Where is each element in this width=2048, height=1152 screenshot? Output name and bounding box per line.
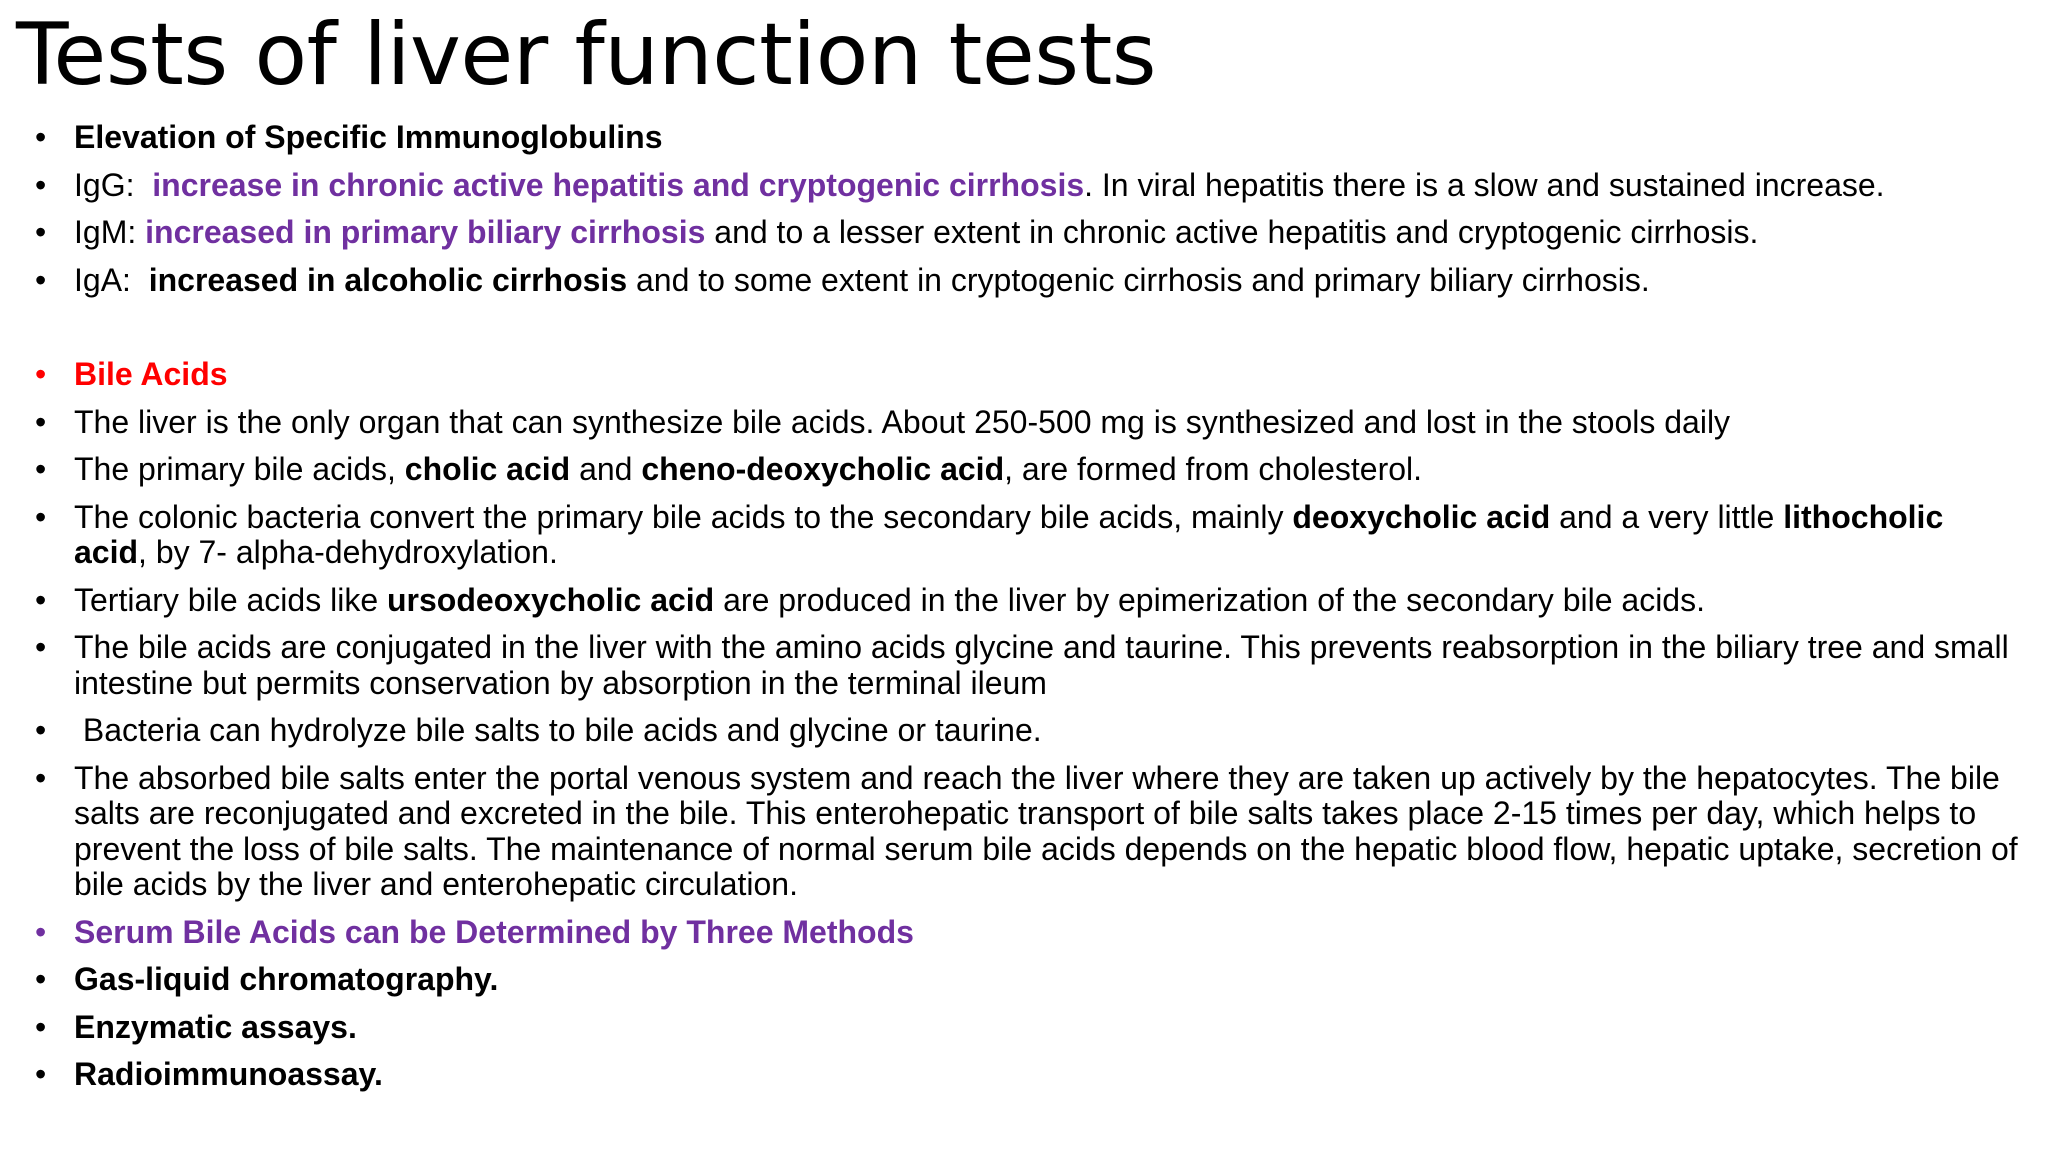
iga-label: IgA: xyxy=(74,261,131,298)
list-item-synthesis xyxy=(30,405,2020,441)
bile-acids-heading: Bile Acids xyxy=(74,356,228,392)
bullet-dot-icon: • xyxy=(35,1056,47,1092)
bullet-dot-icon: • xyxy=(35,913,47,950)
list-spacer xyxy=(30,310,2020,357)
list-item-tertiary xyxy=(30,583,2020,619)
igg-text: . In viral hepatitis there is a slow and sustained increase. xyxy=(1084,166,1885,203)
igm-text: and to a lesser extent in chronic active hepatitis and cryptogenic cirrhosis. xyxy=(714,214,1759,250)
hydrolyze-text: Bacteria can hydrolyze bile salts to bile acids and glycine or taurine. xyxy=(82,712,1042,748)
list-item-absorbed xyxy=(30,761,2020,903)
list-item-method-2 xyxy=(30,1010,2020,1046)
iga-highlight: increased in alcoholic cirrhosis xyxy=(148,261,628,298)
bullet-dot-icon: • xyxy=(35,961,47,997)
list-item-method-1 xyxy=(30,962,2020,998)
bullet-dot-icon: • xyxy=(35,581,47,618)
bullet-dot-icon: • xyxy=(35,166,47,203)
lithocholic-acid-term: lithocholic acid xyxy=(74,498,1944,570)
bullet-dot-icon: • xyxy=(35,214,47,250)
method-enzymatic: Enzymatic assays. xyxy=(74,1008,357,1045)
ursodeoxycholic-acid-term: ursodeoxycholic acid xyxy=(387,581,715,618)
tertiary-text-1: Tertiary bile acids like xyxy=(74,581,379,618)
colonic-text-1: The colonic bacteria convert the primary bile acids to the secondary bile acids, mainly xyxy=(74,498,1284,535)
list-item-method-3 xyxy=(30,1057,2020,1093)
immunoglobulin-heading: Elevation of Specific Immunoglobulins xyxy=(74,119,663,155)
igm-highlight: increased in primary biliary cirrhosis xyxy=(145,214,706,250)
list-item-immuno-heading xyxy=(30,120,2020,156)
iga-text: and to some extent in cryptogenic cirrhosis and primary biliary cirrhosis. xyxy=(636,261,1650,298)
list-item-igm xyxy=(30,215,2020,251)
bullet-dot-icon: • xyxy=(35,629,47,665)
list-item-bile-heading xyxy=(30,357,2020,393)
colonic-text-2: and a very little xyxy=(1559,498,1775,535)
list-item-primary xyxy=(30,452,2020,488)
slide-title: Tests of liver function tests xyxy=(16,5,1157,105)
bullet-dot-icon: • xyxy=(35,498,47,535)
primary-text-1: The primary bile acids, xyxy=(74,451,396,487)
igm-label: IgM: xyxy=(74,214,137,250)
absorbed-text: The absorbed bile salts enter the portal venous system and reach the liver where they are taken up actively by the hepatocytes. The bile salts are reconjugated and excreted in the bile. This enterohepatic transport of bile salts takes place 2-15 times per day, which helps to prevent the loss of bile salts. The maintenance of normal serum bile acids depends on the hepatic blood flow, hepatic uptake, secretion of bile acids by the liver and enterohepatic circulation. xyxy=(74,759,2018,902)
cholic-acid-term: cholic acid xyxy=(404,451,571,487)
bullet-dot-icon: • xyxy=(35,451,47,487)
conjugation-text: The bile acids are conjugated in the liver with the amino acids glycine and taurine. This prevents reabsorption in the biliary tree and small intestine but permits conservation by absorption in the terminal ileum xyxy=(74,629,2009,701)
list-item-conjugation xyxy=(30,630,2020,701)
tertiary-text-2: are produced in the liver by epimerization of the secondary bile acids. xyxy=(723,581,1705,618)
list-item-hydrolyze xyxy=(30,713,2020,749)
list-item-methods-heading xyxy=(30,915,2020,951)
bullet-dot-icon: • xyxy=(35,1008,47,1045)
bullet-dot-icon: • xyxy=(35,712,47,748)
deoxycholic-acid-term: deoxycholic acid xyxy=(1292,498,1551,535)
method-gas-liquid: Gas-liquid chromatography. xyxy=(74,961,499,997)
colonic-text-3: , by 7- alpha-dehydroxylation. xyxy=(138,534,558,570)
list-item-igg xyxy=(30,168,2020,204)
igg-label: IgG: xyxy=(74,166,135,203)
synthesis-text: The liver is the only organ that can synthesize bile acids. About 250-500 mg is synthesized and lost in the stools daily xyxy=(74,403,1731,440)
bullet-dot-icon: • xyxy=(35,261,47,298)
method-radioimmunoassay: Radioimmunoassay. xyxy=(74,1056,383,1092)
bullet-dot-icon: • xyxy=(35,356,47,392)
bullet-dot-icon: • xyxy=(35,403,47,440)
igg-highlight: increase in chronic active hepatitis and cryptogenic cirrhosis xyxy=(152,166,1085,203)
bullet-dot-icon: • xyxy=(35,119,47,155)
list-item-colonic xyxy=(30,500,2020,571)
list-item-iga xyxy=(30,263,2020,299)
bullet-list xyxy=(30,120,2020,1105)
methods-heading: Serum Bile Acids can be Determined by Three Methods xyxy=(74,913,914,950)
cheno-deoxycholic-acid-term: cheno-deoxycholic acid xyxy=(641,451,1005,487)
primary-text-2: , are formed from cholesterol. xyxy=(1004,451,1423,487)
primary-and: and xyxy=(579,451,633,487)
bullet-dot-icon: • xyxy=(35,759,47,796)
